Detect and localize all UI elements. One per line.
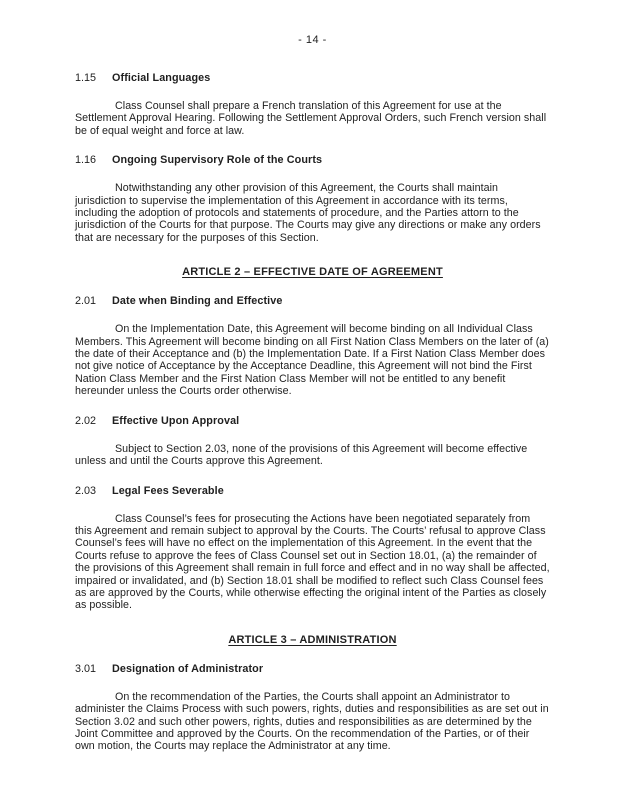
section-number: 2.03 <box>75 484 97 497</box>
article-2-heading <box>75 266 550 278</box>
page-number: - 14 - <box>298 34 327 46</box>
section-heading-1-16 <box>75 154 550 166</box>
section-number: 2.02 <box>75 414 97 427</box>
section-number: 3.01 <box>75 662 97 675</box>
article-3-heading-text: ARTICLE 3 – ADMINISTRATION <box>228 633 397 646</box>
section-heading-3-01 <box>75 663 550 675</box>
section-title: Legal Fees Severable <box>112 484 224 497</box>
section-paragraph-2-01: On the Implementation Date, this Agreement will become binding on all Individual Class Members. This Agreement will become binding on all First Nation Class Members on the later of (a) the date of their Acceptance and (b) the Implementation Date. If a First Nation Class Member does not give notice of Acceptance by the Acceptance Deadline, this Agreement will not bind the First Nation Class Member and the First Nation Class Member will not be entitled to any benefit hereunder unless the Courts order otherwise. <box>75 323 549 398</box>
section-title: Official Languages <box>112 72 211 84</box>
section-title: Ongoing Supervisory Role of the Courts <box>112 154 323 167</box>
section-number: 2.01 <box>75 295 97 308</box>
section-heading-2-03 <box>75 485 550 497</box>
section-title: Date when Binding and Effective <box>112 295 283 308</box>
section-number: 1.15 <box>75 72 97 84</box>
section-heading-2-02 <box>75 415 550 427</box>
section-paragraph-2-02: Subject to Section 2.03, none of the provisions of this Agreement will become effective unless and until the Courts approve this Agreement. <box>75 442 528 468</box>
section-title: Designation of Administrator <box>112 662 264 675</box>
section-paragraph-2-03: Class Counsel’s fees for prosecuting the Actions have been negotiated separately from this Agreement and remain subject to approval by the Courts. The Courts’ refusal to approve Class Counsel’s fees will have no effect on the implementation of this Agreement. In the event that the Courts refuse to approve the fees of Class Counsel set out in Section 18.01, (a) the remainder of the provisions of this Agreement shall remain in full force and effect and in no way shall be affected, impaired or invalidated, and (b) Section 18.01 shall be modified to reflect such Class Counsel fees as are approved by the Courts, while otherwise effecting the original intent of the Parties as closely as possible. <box>75 512 550 612</box>
article-2-heading-text: ARTICLE 2 – EFFECTIVE DATE OF AGREEMENT <box>182 266 443 279</box>
section-paragraph-3-01: On the recommendation of the Parties, the Courts shall appoint an Administrator to administer the Claims Process with such powers, rights, duties and responsibilities as are set out in Section 3.02 and such other powers, rights, duties and responsibilities as are determined by the Joint Committee and approved by the Courts. On the recommendation of the Parties, or of their own motion, the Courts may replace the Administrator at any time. <box>75 690 549 753</box>
article-3-heading <box>75 634 550 646</box>
section-number: 1.16 <box>75 154 97 167</box>
section-heading-2-01 <box>75 295 550 307</box>
section-paragraph-1-16: Notwithstanding any other provision of this Agreement, the Courts shall maintain jurisdiction to supervise the implementation of this Agreement in accordance with its terms, including the adoption of protocols and statements of procedure, and the Parties attorn to the jurisdiction of the Courts for that purpose. The Courts may give any directions or make any orders that are necessary for the purposes of this Section. <box>75 182 541 244</box>
section-paragraph-1-15: Class Counsel shall prepare a French translation of this Agreement for use at the Settlement Approval Hearing. Following the Settlement Approval Orders, such French version shall be of equal weight and force at law. <box>75 100 547 137</box>
section-heading-1-15 <box>75 72 550 84</box>
section-title: Effective Upon Approval <box>112 414 240 427</box>
